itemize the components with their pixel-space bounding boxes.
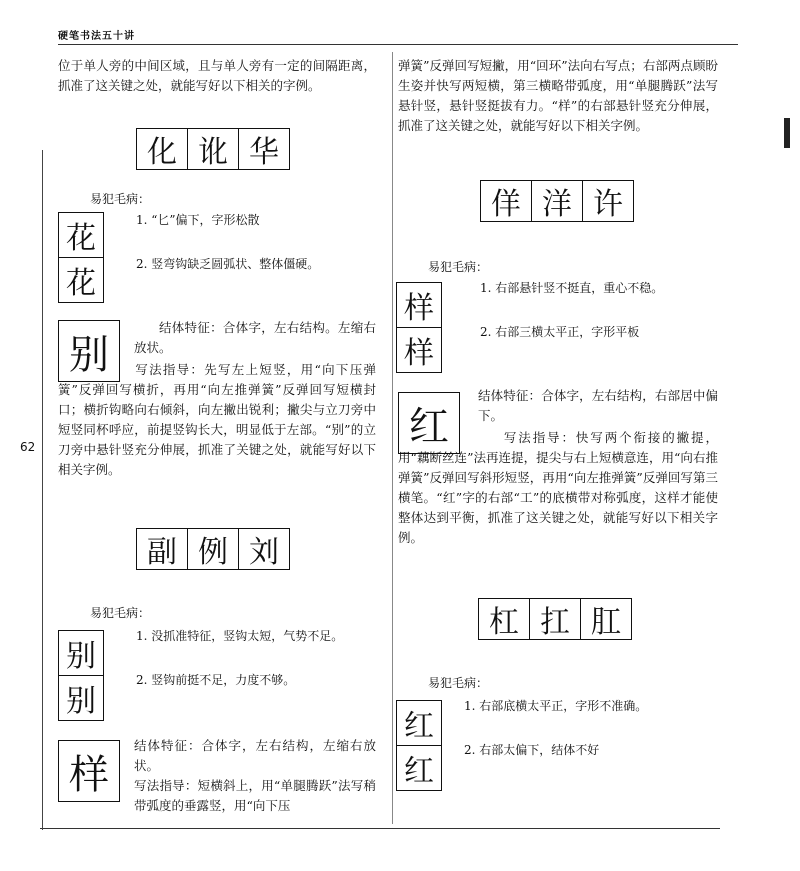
example-row-2-left [136,528,290,570]
example-char: 化 [137,129,188,169]
structure-text: 结体特征：合体字，左右结构，右部居中偏下。 [478,388,718,423]
example-char: 肛 [591,605,621,640]
column-divider [392,52,393,824]
mistakes-label: 易犯毛病： [428,676,489,690]
mistake-char: 别 [66,684,96,719]
mistake-chars-1-left [58,212,104,303]
mistake-char: 红 [397,701,441,746]
left-intro: 位于单人旁的中间区域，且与单人旁有一定的间隔距离，抓准了这关键之处，就能写好以下相关的字例。 [58,58,376,93]
mistake-char: 别 [59,631,103,676]
example-row-1-right [480,180,634,222]
book-header: 硬笔书法五十讲 [58,31,135,42]
method-text: 写法指导：短横斜上，用“单腿腾跃”法写稍带弧度的垂露竖，用“向下压 [134,778,376,813]
example-row-1-left [136,128,290,170]
method-text [58,360,376,480]
method-text [398,428,718,548]
example-char: 讹 [188,129,239,169]
header-rule [58,44,738,45]
mistake-item: 2. 右部太偏下，结体不好 [464,743,600,757]
structure-text: 结体特征：合体字，左右结构，左缩右放状。 [134,738,376,773]
mistake-item: 1. 没抓准特征，竖钩太短，气势不足。 [136,629,344,643]
right-intro: 弹簧”反弹回写短撇，用“回环”法向右写点；右部两点顾盼生姿并快写两短横，第三横略带弧度，用“单腿腾跃”法写悬针竖，悬针竖挺拔有力。“样”的右部悬针竖充分伸展，抓准了这关键之处，就能写好以下相关字例。 [398,58,718,133]
example-char: 例 [188,529,239,569]
method-text-body: 写法指导：先写左上短竖，用“向下压弹簧”反弹回写横折，再用“向左推弹簧”反弹回写短横封口；横折钩略向右倾斜，向左撇出锐利；撇尖与立刀旁中短竖同杯呼应，前提竖钩长大，明显低于左部。“别”的立刀旁中悬针竖充分伸展，抓准了关键之处，就能写好以下相关字例。 [58,362,376,477]
example-char: 扛 [530,599,581,639]
left-margin-rule [42,150,43,830]
mistakes-label: 易犯毛病： [90,606,151,620]
example-char: 许 [593,187,623,222]
page-number: 62 [20,440,36,454]
mistake-char: 花 [59,213,103,258]
mistakes-label: 易犯毛病： [428,260,489,274]
example-char: 杠 [479,599,530,639]
example-char: 洋 [532,181,583,221]
mistake-char: 红 [404,754,434,789]
mistake-char: 样 [404,336,434,371]
example-char: 刘 [249,535,279,570]
featured-char-yang: 样 [58,740,120,802]
featured-char-hong: 红 [398,392,460,454]
mistake-item: 1. “匕”偏下，字形松散 [136,213,260,227]
mistake-item: 1. 右部底横太平正，字形不准确。 [464,699,648,713]
structure-text: 结体特征：合体字，左右结构。左缩右放状。 [134,320,376,355]
mistake-chars-1-right [396,282,442,373]
footer-rule [40,828,720,829]
featured-char-bie: 别 [58,320,120,382]
mistake-char: 样 [397,283,441,328]
example-char: 佯 [481,181,532,221]
mistake-item: 2. 竖钩前挺不足，力度不够。 [136,673,296,687]
mistake-item: 2. 右部三横太平正，字形平板 [480,325,640,339]
mistake-chars-2-left [58,630,104,721]
example-char: 副 [137,529,188,569]
mistake-char: 花 [66,266,96,301]
example-row-2-right [478,598,632,640]
edge-tab-mark [784,118,790,148]
mistakes-label: 易犯毛病： [90,192,151,206]
example-char: 华 [249,135,279,170]
method-text-body: 写法指导：快写两个衔接的撇提，用“藕断丝连”法再连提，提尖与右上短横意连，用“向右推弹簧”反弹回写斜形短竖，再用“向左推弹簧”反弹回写第三横笔。“红”字的右部“工”的底横带对称弧度，这样才能使整体达到平衡，抓准了这关键之处，就能写好以下相关字例。 [398,430,718,545]
bie-notes [134,318,376,358]
mistake-chars-2-right [396,700,442,791]
mistake-item: 2. 竖弯钩缺乏圆弧状、整体僵硬。 [136,257,320,271]
mistake-item: 1. 右部悬针竖不挺直，重心不稳。 [480,281,664,295]
